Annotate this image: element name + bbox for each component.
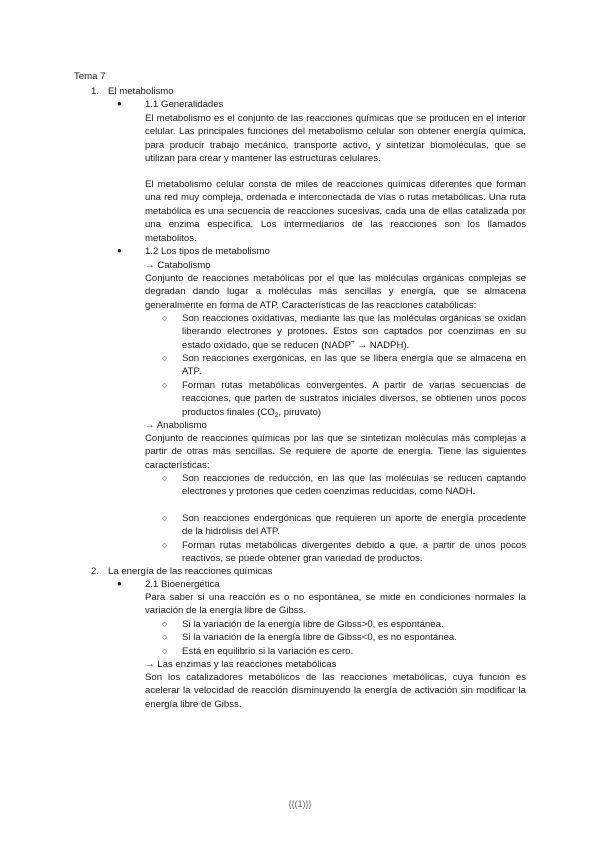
circle-bullet-icon: ○ (162, 473, 168, 483)
catabolismo-heading: → Catabolismo (145, 260, 211, 271)
gibbs-item-text: Si la variación de la energía libre de Gibss<0, es no espontánea. (182, 632, 457, 643)
generalidades-paragraph-1: El metabolismo es el conjunto de las reacciones químicas que se producen en el interior celular. Las principales funciones del metabolismo celular son obtener energía química, para producir trabajo mecánico, transporte activo, y sintetizar biomoléculas, que se utilizan para crear y mantener las estructuras celulares. (145, 113, 526, 165)
catabolismo-item-text: Son reacciones oxidativas, mediante las que las moléculas orgánicas se oxidan liberando electrones y protones. Estos son captados por coenzimas en su estado oxidado, que se reducen (NADP+ → NADPH). (182, 313, 526, 351)
bioenergetica-paragraph: Para saber si una reacción es o no espontánea, se mide en condiciones normales la variación de la energía libre de Gibss. (145, 592, 526, 617)
section-2-title: La energía de las reacciones químicas (108, 566, 273, 577)
circle-bullet-icon: ○ (162, 380, 168, 390)
subsection-1-2-title: 1.2 Los tipos de metabolismo (145, 246, 270, 257)
enzimas-heading: → Las enzimas y las reacciones metabólicas (145, 659, 337, 670)
subsection-1-1-title: 1.1 Generalidades (145, 99, 224, 110)
circle-bullet-icon: ○ (162, 513, 168, 523)
subsection-2-1-title: 2.1 Bioenergética (145, 579, 220, 590)
anabolismo-item-text: Son reacciones endergónicas que requieren un aporte de energía procedente de la hidrólisis del ATP. (182, 513, 526, 538)
page-footer: {{(1)}} (288, 799, 312, 809)
gibbs-item-text: Está en equilibrio si la variación es cero. (182, 646, 354, 657)
anabolismo-heading: → Anabolismo (145, 420, 207, 431)
circle-bullet-icon: ○ (162, 632, 168, 642)
enzimas-paragraph: Son los catalizadores metabólicos de las reacciones metabólicas, cuya función es acelerar la velocidad de reacción disminuyendo la energía de activación sin modificar la energía libre de Gibss. (145, 672, 526, 710)
circle-bullet-icon: ○ (162, 353, 168, 363)
anabolismo-item-text: Son reacciones de reducción, en las que las moléculas se reducen captando electrones y protones que ceden coenzimas reducidas, como NADH. (182, 473, 526, 498)
catabolismo-item-text: Son reacciones exergónicas, en las que se libera energía que se almacena en ATP. (182, 353, 526, 378)
catabolismo-item-text: Forman rutas metabólicas convergentes. A partir de varias secuencias de reacciones, que parten de sustratos iniciales diversos, se obtienen unos pocos productos finales ($CO_2$, piruvato) (182, 380, 526, 419)
bullet-icon: ● (117, 99, 122, 108)
bullet-icon: ● (117, 246, 122, 255)
catabolismo-paragraph: Conjunto de reacciones metabólicas por el que las moléculas orgánicas complejas se degradan dando lugar a moléculas más sencillas y energía, que se almacena generalmente en forma de ATP. Características de las reacciones catabólicas: (145, 273, 526, 311)
anabolismo-item-text: Forman rutas metabólicas divergentes debido a que, a partir de unos pocos reactivos, se puede obtener gran variedad de productos. (182, 540, 526, 565)
section-1-number: 1. (91, 86, 100, 97)
document-title: Tema 7 (74, 71, 106, 82)
section-2-number: 2. (91, 566, 100, 577)
circle-bullet-icon: ○ (162, 646, 168, 656)
bullet-icon: ● (117, 579, 122, 588)
gibbs-item-text: Si la variación de la energía libre de Gibss>0, es espontánea. (182, 619, 444, 630)
anabolismo-paragraph: Conjunto de reacciones químicas por las que se sintetizan moléculas más complejas a partir de otras más sencillas. Se requiere de aporte de energía. Tiene las siguientes características: (145, 433, 526, 471)
generalidades-paragraph-2: El metabolismo celular consta de miles de reacciones químicas diferentes que forman una red muy compleja, ordenada e interconectada de vías o rutas metabólicas. Una ruta metabólica es una secuencia de reacciones sucesivas, cada una de ellas catalizada por una enzima específica. Los intermediarios de las reacciones son los llamados metabolitos. (145, 179, 526, 244)
circle-bullet-icon: ○ (162, 540, 168, 550)
circle-bullet-icon: ○ (162, 619, 168, 629)
section-1-title: El metabolismo (108, 86, 174, 97)
circle-bullet-icon: ○ (162, 313, 168, 323)
